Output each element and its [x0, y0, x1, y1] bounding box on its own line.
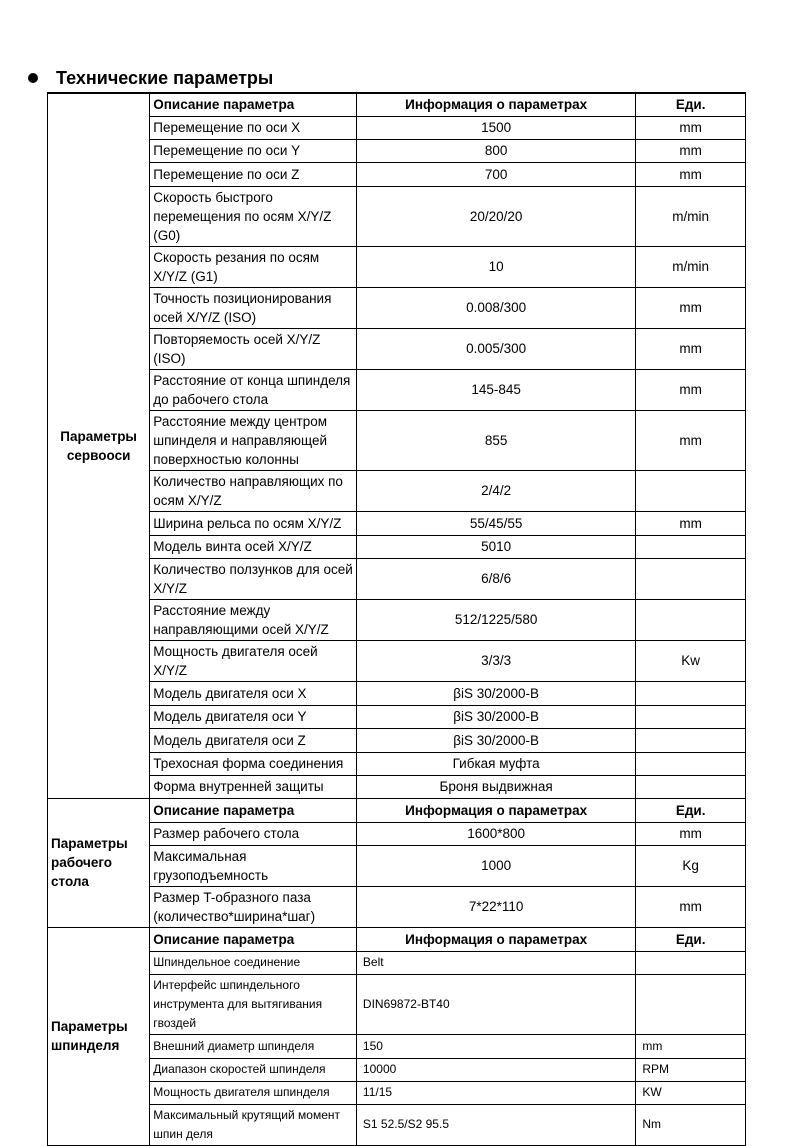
unit-cell: KW — [636, 1081, 746, 1104]
unit-cell — [636, 951, 746, 974]
unit-cell: mm — [636, 139, 746, 162]
value-cell: 1600*800 — [356, 822, 635, 845]
unit-cell: mm — [636, 162, 746, 186]
param-cell: Мощность двигателя осей X/Y/Z — [150, 640, 357, 681]
param-cell: Скорость резания по осям X/Y/Z (G1) — [150, 246, 357, 287]
table-row — [48, 974, 746, 1034]
value-cell: Гибкая муфта — [356, 752, 635, 775]
param-cell: Скорость быстрого перемещения по осям X/Y/Z (G0) — [150, 186, 357, 246]
param-cell: Диапазон скоростей шпинделя — [150, 1058, 357, 1081]
unit-cell — [636, 775, 746, 798]
param-cell: Внешний диаметр шпинделя — [150, 1034, 357, 1058]
table-row — [48, 116, 746, 139]
value-cell: Belt — [356, 951, 635, 974]
unit-cell: mm — [636, 328, 746, 369]
table-row — [48, 139, 746, 162]
param-cell: Размер T-образного паза (количество*ширина*шаг) — [150, 886, 357, 927]
unit-cell: Kg — [636, 845, 746, 886]
table-row — [48, 162, 746, 186]
table-row — [48, 752, 746, 775]
table-row — [48, 186, 746, 246]
table-row — [48, 1034, 746, 1058]
value-cell: 7*22*110 — [356, 886, 635, 927]
param-cell: Количество ползунков для осей X/Y/Z — [150, 558, 357, 599]
value-cell: 145-845 — [356, 369, 635, 410]
value-cell: 5010 — [356, 535, 635, 558]
table-header-row — [48, 927, 746, 951]
header-info: Информация о параметрах — [356, 798, 635, 822]
unit-cell: m/min — [636, 246, 746, 287]
table-row — [48, 705, 746, 728]
param-cell: Модель двигателя оси X — [150, 681, 357, 705]
value-cell: 1500 — [356, 116, 635, 139]
value-cell: 2/4/2 — [356, 470, 635, 511]
value-cell: βiS 30/2000-B — [356, 705, 635, 728]
header-param: Описание параметра — [150, 93, 357, 116]
header-param: Описание параметра — [150, 798, 357, 822]
value-cell: 512/1225/580 — [356, 599, 635, 640]
unit-cell — [636, 535, 746, 558]
param-cell: Интерфейс шпиндельного инструмента для вытягивания гвоздей — [150, 974, 357, 1034]
value-cell: Броня выдвижная — [356, 775, 635, 798]
value-cell: 10 — [356, 246, 635, 287]
unit-cell — [636, 705, 746, 728]
unit-cell: mm — [636, 511, 746, 535]
unit-cell: Nm — [636, 1104, 746, 1145]
header-info: Информация о параметрах — [356, 93, 635, 116]
value-cell: 55/45/55 — [356, 511, 635, 535]
header-param: Описание параметра — [150, 927, 357, 951]
table-row — [48, 599, 746, 640]
param-cell: Расстояние между центром шпинделя и направляющей поверхностью колонны — [150, 410, 357, 470]
param-cell: Перемещение по оси Y — [150, 139, 357, 162]
header-unit: Еди. — [636, 798, 746, 822]
param-cell: Модель двигателя оси Z — [150, 728, 357, 752]
group-label-table: Параметры рабочего стола — [48, 798, 150, 927]
value-cell: 700 — [356, 162, 635, 186]
value-cell: 20/20/20 — [356, 186, 635, 246]
table-row — [48, 328, 746, 369]
table-header-row — [48, 798, 746, 822]
unit-cell: m/min — [636, 186, 746, 246]
table-row — [48, 1104, 746, 1145]
param-cell: Форма внутренней защиты — [150, 775, 357, 798]
unit-cell: mm — [636, 1034, 746, 1058]
group-label-servo: Параметры сервооси — [48, 93, 150, 798]
param-cell: Трехосная форма соединения — [150, 752, 357, 775]
unit-cell — [636, 974, 746, 1034]
spec-table — [47, 92, 746, 1146]
table-row — [48, 1058, 746, 1081]
table-row — [48, 287, 746, 328]
table-row — [48, 1081, 746, 1104]
value-cell: 0.008/300 — [356, 287, 635, 328]
table-row — [48, 470, 746, 511]
table-row — [48, 822, 746, 845]
table-row — [48, 369, 746, 410]
param-cell: Расстояние между направляющими осей X/Y/Z — [150, 599, 357, 640]
value-cell: S1 52.5/S2 95.5 — [356, 1104, 635, 1145]
unit-cell: mm — [636, 822, 746, 845]
unit-cell: mm — [636, 116, 746, 139]
bullet-icon — [28, 73, 38, 83]
unit-cell — [636, 752, 746, 775]
value-cell: 150 — [356, 1034, 635, 1058]
unit-cell: Kw — [636, 640, 746, 681]
table-row — [48, 951, 746, 974]
table-row — [48, 728, 746, 752]
table-header-row — [48, 93, 746, 116]
value-cell: 855 — [356, 410, 635, 470]
param-cell: Повторяемость осей X/Y/Z (ISO) — [150, 328, 357, 369]
param-cell: Количество направляющих по осям X/Y/Z — [150, 470, 357, 511]
param-cell: Точность позиционирования осей X/Y/Z (ISO) — [150, 287, 357, 328]
unit-cell — [636, 681, 746, 705]
param-cell: Размер рабочего стола — [150, 822, 357, 845]
table-row — [48, 775, 746, 798]
param-cell: Расстояние от конца шпинделя до рабочего стола — [150, 369, 357, 410]
unit-cell — [636, 470, 746, 511]
unit-cell — [636, 599, 746, 640]
table-row — [48, 681, 746, 705]
table-row — [48, 886, 746, 927]
table-row — [48, 410, 746, 470]
param-cell: Шпиндельное соединение — [150, 951, 357, 974]
param-cell: Максимальная грузоподъемность — [150, 845, 357, 886]
param-cell: Максимальный крутящий момент шпин деля — [150, 1104, 357, 1145]
unit-cell: mm — [636, 369, 746, 410]
value-cell: 6/8/6 — [356, 558, 635, 599]
header-unit: Еди. — [636, 93, 746, 116]
value-cell: 0.005/300 — [356, 328, 635, 369]
unit-cell — [636, 558, 746, 599]
header-unit: Еди. — [636, 927, 746, 951]
param-cell: Модель двигателя оси Y — [150, 705, 357, 728]
unit-cell: RPM — [636, 1058, 746, 1081]
value-cell: 800 — [356, 139, 635, 162]
table-row — [48, 558, 746, 599]
value-cell: 1000 — [356, 845, 635, 886]
param-cell: Модель винта осей X/Y/Z — [150, 535, 357, 558]
unit-cell: mm — [636, 886, 746, 927]
table-row — [48, 246, 746, 287]
value-cell: 10000 — [356, 1058, 635, 1081]
table-row — [48, 535, 746, 558]
group-label-spindle: Параметры шпинделя — [48, 927, 150, 1145]
value-cell: βiS 30/2000-B — [356, 681, 635, 705]
param-cell: Ширина рельса по осям X/Y/Z — [150, 511, 357, 535]
param-cell: Мощность двигателя шпинделя — [150, 1081, 357, 1104]
unit-cell: mm — [636, 410, 746, 470]
param-cell: Перемещение по оси Z — [150, 162, 357, 186]
header-info: Информация о параметрах — [356, 927, 635, 951]
table-row — [48, 640, 746, 681]
value-cell: 3/3/3 — [356, 640, 635, 681]
value-cell: 11/15 — [356, 1081, 635, 1104]
section-heading — [28, 66, 273, 90]
unit-cell — [636, 728, 746, 752]
unit-cell: mm — [636, 287, 746, 328]
page-title: Технические параметры — [56, 67, 274, 88]
table-row — [48, 845, 746, 886]
param-cell: Перемещение по оси X — [150, 116, 357, 139]
table-row — [48, 511, 746, 535]
value-cell: βiS 30/2000-B — [356, 728, 635, 752]
value-cell: DIN69872-BT40 — [356, 974, 635, 1034]
